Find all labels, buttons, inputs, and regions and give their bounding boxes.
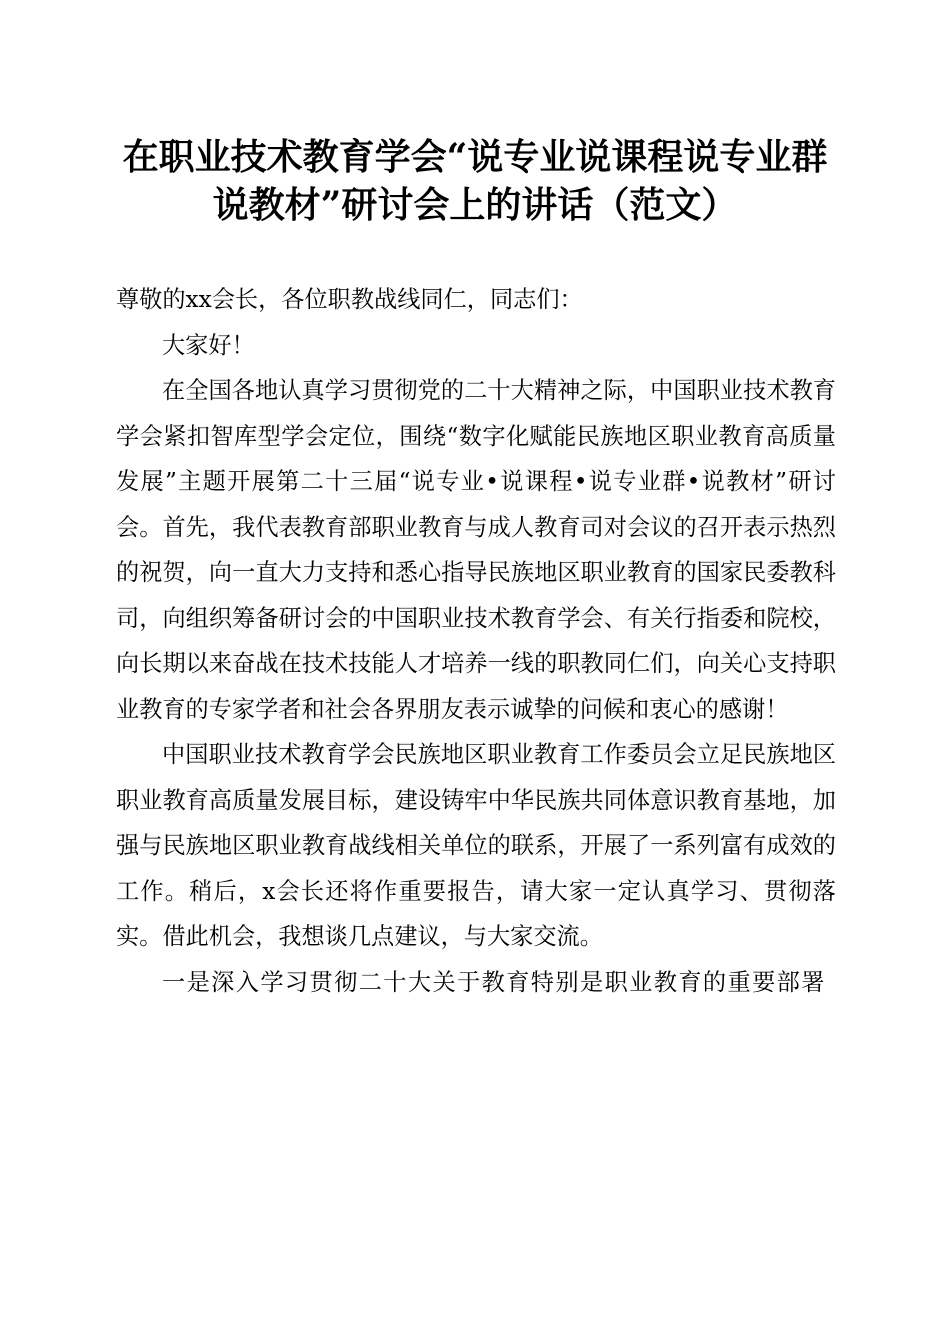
title-line-1: 在职业技术教育学会“说专业说课程说专业群 bbox=[122, 136, 828, 178]
greeting: 大家好！ bbox=[162, 331, 255, 359]
paragraph-2: 中国职业技术教育学会民族地区职业教育工作委员会立足民族地区职业教育高质量发展目标，建设铸牢中华民族共同体意识教育基地，加强与民族地区职业教育战线相关单位的联系，开展了一系列富有成效的工作。稍后，x会长还将作重要报告，请大家一定认真学习、贯彻落实。借此机会，我想谈几点建议，与大家交流。 bbox=[116, 741, 836, 950]
document-body bbox=[116, 277, 836, 1005]
section-heading: 一是深入学习贯彻二十大关于教育特别是职业教育的重要部署 bbox=[162, 968, 826, 996]
paragraph-1: 在全国各地认真学习贯彻党的二十大精神之际，中国职业技术教育学会紧扣智库型学会定位，围绕“数字化赋能民族地区职业教育高质量发展”主题开展第二十三届“说专业•说课程•说专业群•说教材”研讨会。首先，我代表教育部职业教育与成人教育司对会议的召开表示热烈的祝贺，向一直大力支持和悉心指导民族地区职业教育的国家民委教科司，向组织筹备研讨会的中国职业技术教育学会、有关行指委和院校，向长期以来奋战在技术技能人才培养一线的职教同仁们，向关心支持职业教育的专家学者和社会各界朋友表示诚挚的问候和衷心的感谢！ bbox=[116, 377, 836, 723]
title-line-2: 说教材”研讨会上的讲话（范文） bbox=[212, 184, 738, 226]
salutation: 尊敬的xx会长，各位职教战线同仁，同志们： bbox=[116, 286, 583, 313]
document-title bbox=[90, 133, 860, 229]
